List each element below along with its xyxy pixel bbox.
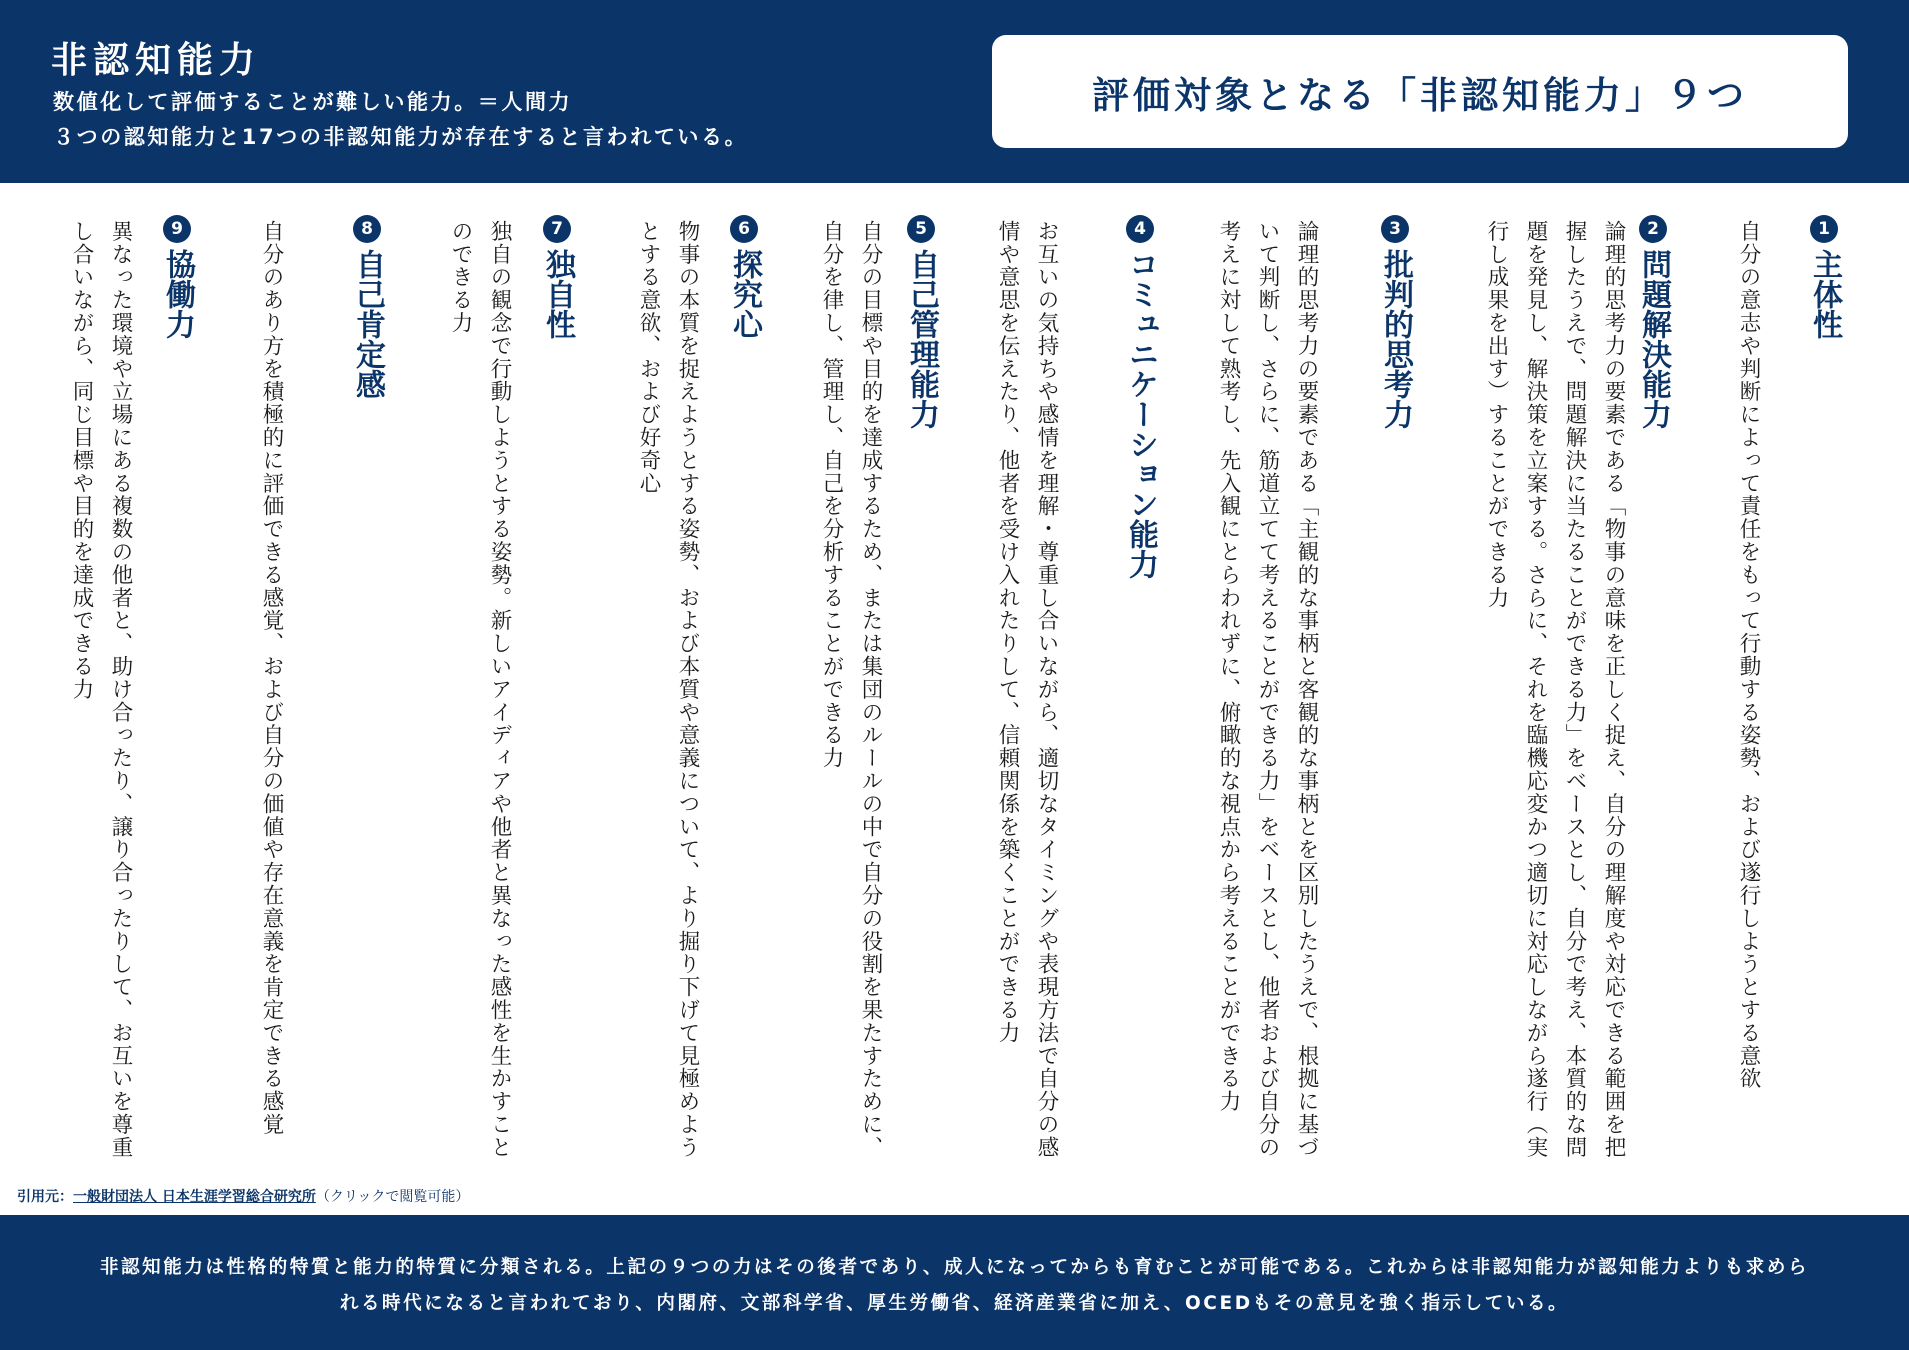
number-badge-icon: 2 [1639, 215, 1667, 243]
ability-description: 物事の本質を捉えようとする姿勢、および本質や意義について、より掘り下げて見極めようとする意欲、および好奇心 [636, 220, 700, 1159]
ability-column-8 [343, 215, 389, 399]
ability-column-7 [533, 215, 579, 339]
ability-heading [1116, 215, 1162, 579]
ability-desc-column-4 [988, 220, 1076, 1180]
ability-description: 自分の目標や目的を達成するため、または集団のルールの中で自分の役割を果たすために、自分を律し、管理し、自己を分析することができる力 [819, 220, 883, 1159]
ability-description: 異なった環境や立場にある複数の他者と、助け合ったり、譲り合ったりして、お互いを尊重し合いながら、同じ目標や目的を達成できる力 [69, 220, 133, 1159]
number-badge-icon: 5 [907, 215, 935, 243]
ability-description: 論理的思考力の要素である「物事の意味を正しく捉え、自分の理解度や対応できる範囲を把握したうえで、問題解決に当たることができる力」をベースとし、自分で考え、本質的な問題を発見し、解決策を立案する。さらに、それを臨機応変かつ適切に対応しながら遂行（実行し成果を出す）することができる力 [1484, 220, 1626, 1159]
ability-description: 自分のあり方を積極的に評価できる感覚、および自分の価値や存在意義を肯定できる感覚 [259, 220, 284, 1136]
header-subtitle-2: ３つの認知能力と17つの非認知能力が存在すると言われている。 [53, 125, 749, 149]
ability-description: 独自の観念で行動しようとする姿勢。新しいアイディアや他者と異なった感性を生かすことのできる力 [448, 220, 512, 1159]
footer-band [0, 1215, 1909, 1350]
ability-name: 批判的思考力 [1378, 249, 1413, 429]
ability-name: 問題解決能力 [1636, 249, 1671, 429]
ability-desc-column-1 [1729, 220, 1778, 1180]
citation-note: （クリックで閲覧可能） [315, 1189, 470, 1205]
ability-desc-column-7 [441, 220, 529, 1180]
ability-heading [343, 215, 389, 399]
title-box-text: 評価対象となる「非認知能力」９つ [1092, 72, 1748, 117]
ability-desc-column-5 [812, 220, 900, 1180]
number-badge-icon: 4 [1126, 215, 1154, 243]
ability-column-1 [1800, 215, 1846, 339]
ability-name: 探究心 [727, 249, 762, 339]
ability-desc-column-8 [252, 220, 301, 1180]
ability-column-6 [720, 215, 766, 339]
footer-text-line-2: れる時代になると言われており、内閣府、文部科学省、厚生労働省、経済産業省に加え、OCEDもその意見を強く指示している。 [339, 1293, 1570, 1314]
ability-column-4 [1116, 215, 1162, 579]
ability-name: 自己管理能力 [904, 249, 939, 429]
citation-link[interactable]: 一般財団法人 日本生涯学習総合研究所 [73, 1189, 316, 1205]
ability-heading [897, 215, 943, 429]
ability-name: 自己肯定感 [350, 249, 385, 399]
ability-desc-column-2 [1477, 220, 1643, 1180]
footer-text-line-1: 非認知能力は性格的特質と能力的特質に分類される。上記の９つの力はその後者であり、成人になってからも育むことが可能である。これからは非認知能力が認知能力よりも求めら [99, 1257, 1810, 1278]
ability-name: コミュニケーション能力 [1123, 249, 1158, 579]
ability-desc-column-6 [629, 220, 717, 1180]
ability-description: 論理的思考力の要素である「主観的な事柄と客観的な事柄とを区別したうえで、根拠に基づいて判断し、さらに、筋道立てて考えることができる力」をベースとし、他者および自分の考えに対して熟考し、先入観にとらわれずに、俯瞰的な視点から考えることができる力 [1216, 220, 1319, 1159]
ability-name: 主体性 [1807, 249, 1842, 339]
header-band [0, 0, 1909, 183]
number-badge-icon: 3 [1381, 215, 1409, 243]
number-badge-icon: 6 [730, 215, 758, 243]
ability-column-3 [1371, 215, 1417, 429]
header-title: 非認知能力 [51, 40, 262, 81]
ability-name: 協働力 [160, 249, 195, 339]
ability-heading [153, 215, 199, 339]
ability-column-5 [897, 215, 943, 429]
ability-description: お互いの気持ちや感情を理解・尊重し合いながら、適切なタイミングや表現方法で自分の感情や意思を伝えたり、他者を受け入れたりして、信頼関係を築くことができる力 [995, 220, 1059, 1159]
ability-heading [1800, 215, 1846, 339]
ability-name: 独自性 [540, 249, 575, 339]
ability-heading [533, 215, 579, 339]
ability-heading [1371, 215, 1417, 429]
ability-heading [720, 215, 766, 339]
ability-column-9 [153, 215, 199, 339]
ability-desc-column-3 [1209, 220, 1336, 1180]
citation-label: 引用元： [17, 1189, 73, 1205]
number-badge-icon: 8 [353, 215, 381, 243]
title-box [992, 35, 1848, 148]
number-badge-icon: 9 [163, 215, 191, 243]
citation [17, 1186, 469, 1206]
ability-description: 自分の意志や判断によって責任をもって行動する姿勢、および遂行しようとする意欲 [1736, 220, 1761, 1091]
number-badge-icon: 1 [1810, 215, 1838, 243]
header-subtitle-1: 数値化して評価することが難しい能力。＝人間力 [53, 90, 573, 114]
ability-desc-column-9 [62, 220, 150, 1180]
number-badge-icon: 7 [543, 215, 571, 243]
